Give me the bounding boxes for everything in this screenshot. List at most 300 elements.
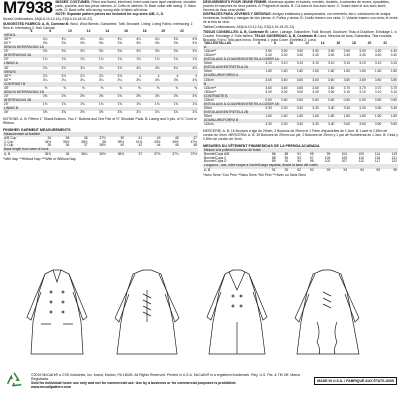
measurement-label: C Cup xyxy=(4,139,14,144)
measurement-value: 122 xyxy=(391,159,397,164)
section-title: VIEW B xyxy=(4,69,16,74)
yardage-value: 1¾ xyxy=(80,102,85,107)
measurement-value: 44 xyxy=(156,143,161,148)
measurement-value: 35⅞ xyxy=(44,151,52,156)
yardage-value: 3.40 xyxy=(374,52,382,57)
size-header-cell: 10 xyxy=(68,29,72,33)
measurement-value: 37½ xyxy=(99,135,106,140)
footer-text xyxy=(31,373,308,390)
yardage-value: 3.10 xyxy=(343,89,351,94)
yardage-value: 3.40 xyxy=(265,52,272,57)
measurement-value: 48 xyxy=(193,143,197,148)
header-en xyxy=(3,0,198,16)
fabric-width: 45" xyxy=(4,65,9,70)
yardage-value: 3.70 xyxy=(359,85,366,90)
measurement-value: 94 xyxy=(297,159,301,164)
description-fr xyxy=(203,0,398,12)
yardage-value: 3⅜ xyxy=(136,77,141,82)
fabric-width: 115cm xyxy=(204,97,214,102)
yardage-value: 3⅝ xyxy=(136,40,141,45)
yardage-value: 3⅝ xyxy=(136,93,141,98)
measurement-value: 93 xyxy=(326,167,331,172)
yardage-value: 3⅝ xyxy=(80,110,85,115)
fabric-width: 20" xyxy=(4,49,9,54)
finished-table-fr xyxy=(203,148,398,172)
yardage-value: 3⅜ xyxy=(173,49,179,54)
note-en: NOTE: Separate pattern pieces are included for cup sizes A/B, C, D. xyxy=(55,12,165,16)
yardage-value: 3⅝ xyxy=(61,110,67,115)
size-header-cell: 14 xyxy=(105,29,110,33)
yardage-value: 1.60 xyxy=(390,69,397,74)
french-spanish-column xyxy=(203,0,398,177)
yardage-value: 3⅞ xyxy=(117,73,123,78)
measurement-value: 93 xyxy=(309,167,314,172)
yardage-value: 1¾ xyxy=(117,102,123,107)
yardage-value: 3.30 xyxy=(281,105,288,110)
yardage-value: 1¾ xyxy=(173,102,179,107)
yardage-row xyxy=(203,123,398,127)
size-header-cell: 18 xyxy=(142,29,147,33)
yardage-value: 3.10 xyxy=(343,61,351,66)
measurement-value: 89 xyxy=(271,159,276,164)
yardage-value: 3.30 xyxy=(359,105,366,110)
yardage-value: 3.90 xyxy=(359,49,366,54)
yardage-value: 4 xyxy=(157,73,160,78)
measurement-value: 95 xyxy=(393,167,397,172)
yardage-value: 3.90 xyxy=(296,49,304,54)
measurement-value: 86 xyxy=(271,151,276,156)
recycle-icon xyxy=(3,370,25,392)
section-title: INTERFACING 2B xyxy=(4,98,32,102)
fabric-width: 45" xyxy=(4,85,9,90)
yardage-value: 3⅞ xyxy=(42,73,48,78)
measurement-title: Back length from base of neck xyxy=(4,147,49,152)
fabric-width: 45"** xyxy=(4,37,12,42)
yardage-value: 1.60 xyxy=(343,114,351,119)
yardage-value: 3.10 xyxy=(327,61,335,66)
section-title: B xyxy=(204,81,207,86)
yardage-value: 3⅞ xyxy=(136,110,141,115)
measurement-value: 36⅝ xyxy=(117,151,124,156)
yardage-value: 3.70 xyxy=(374,85,382,90)
section-title: CONTRASTE B xyxy=(204,93,228,98)
yardage-value: 3⅞ xyxy=(192,110,197,115)
yardage-value: 3.80 xyxy=(390,77,397,82)
coat-back-ruffle-drawing xyxy=(295,270,359,354)
yardage-value: 3.60 xyxy=(312,85,319,90)
measurement-value: 36½ xyxy=(99,151,106,156)
yardage-value: 1.60 xyxy=(296,69,304,74)
yardage-value: ⅝ xyxy=(194,85,197,90)
yardage-value: 3.60 xyxy=(343,122,351,127)
fabric-width: 45" xyxy=(4,110,9,115)
measurement-value: 39½ xyxy=(117,139,124,144)
measurement-value: 107 xyxy=(341,159,348,164)
section-title: LINING A xyxy=(4,61,18,66)
nap-note-en: *With Nap **Without Nap ***With or Without Nap xyxy=(3,157,76,162)
fabric-width: 50cm xyxy=(204,61,213,66)
section-title: ENTOILAGE/ENTRETELA 2B xyxy=(204,110,248,114)
measurement-title: Measurement at bustline xyxy=(4,131,41,136)
yardage-value: ⅝ xyxy=(138,85,141,90)
yardage-value: 3.30 xyxy=(327,105,335,110)
measurement-value: 94 xyxy=(360,167,364,172)
section-title: ENTOILAGE À COUDRE/ENTRETELA COSER 1B xyxy=(204,101,279,106)
coat-back-drawing xyxy=(115,270,179,354)
yardage-value: 4¼ xyxy=(154,37,160,42)
title-en: MISSES' COSTUMES: xyxy=(55,0,91,4)
yardage-value: 3⅝ xyxy=(154,93,160,98)
measurement-value: 43 xyxy=(156,135,161,140)
yardage-value: ⅝ xyxy=(63,85,67,90)
yardage-value: 3⅝ xyxy=(154,40,160,45)
yardage-value: 3.30 xyxy=(327,122,335,127)
yardage-value: 3¼ xyxy=(117,77,123,82)
yardage-value: 3.90 xyxy=(327,49,335,54)
desc-es: Abrigos entallados y acampanados, con entretela, forro, variaciones de solapa, hombreras, bolsillos y mangas de dos piezas. A: Puños y cintas. B: Cuello trasero con cinta. C: Volante trasero con cinta; el revés de la tela se verá. xyxy=(203,12,398,24)
measurement-value: 36¼ xyxy=(81,151,88,156)
measurement-value: 92 xyxy=(284,167,289,172)
measurement-value: 121 xyxy=(391,155,397,160)
yardage-value: 4 xyxy=(195,73,197,78)
yardage-value: 3⅝ xyxy=(80,40,85,45)
size-header-cell: 16 xyxy=(124,29,128,33)
measurement-value: 43½ xyxy=(154,139,161,144)
yardage-value: 4¼ xyxy=(42,37,48,42)
yardage-value: ⅝ xyxy=(119,85,123,90)
yardage-value: ⅝ xyxy=(175,85,179,90)
fabric-width: 45"** xyxy=(4,73,12,78)
measurement-value: 36 xyxy=(83,135,88,140)
yardage-value: 3⅝ xyxy=(117,110,123,115)
copyright: ©2019 McCall's® a CSS Industries, Inc. brand, Easton, PA 18045. All Rights Reserved. Printed in U.S.A. McCall's® is a registered trademark. Reg. U.S. Pat. & TM Off. Marca Registrada. xyxy=(31,372,300,381)
yardage-value: 3.60 xyxy=(312,77,319,82)
measurement-value: 40 xyxy=(120,143,124,148)
title-es: DISFRACES PARA JÓVENES Y SEÑORAS: xyxy=(203,12,272,16)
yardage-value: 1¾ xyxy=(154,57,160,62)
fabric-width: 60"** xyxy=(4,77,12,82)
yardage-value: 3.40 xyxy=(390,52,397,57)
fabrics-text-es: Lana, Mezclas de lana, Gabardina, Tela cruzada, Brocado. Forro: Tela para forros. Entretela 1: para Coser. Entretela 2: Lona. xyxy=(203,34,393,42)
finished-table-en xyxy=(3,132,198,156)
website-link[interactable]: www.mccallpattern.com xyxy=(31,385,71,390)
measurement-value: 37⅛ xyxy=(154,151,161,156)
measurement-value: 97 xyxy=(309,155,314,160)
measurement-value: 88 xyxy=(271,155,276,160)
yardage-value: 3⅜ xyxy=(80,49,85,54)
yardage-value: 3⅝ xyxy=(80,93,85,98)
yardage-value: 4.30 xyxy=(374,49,382,54)
measurement-value: 37½ xyxy=(190,151,197,156)
size-header-cell: 12 xyxy=(305,41,309,45)
yardage-value: 4⅛ xyxy=(136,65,141,70)
fabrics-text-fr: Laine, Lainage, Gabardine, Twill, Brocart. Doublure: Tissu à Doublure. Entoilage 1: à Coudre. Entoilage 2: Toile tailleur. xyxy=(203,30,397,38)
fabric-width: 50cm xyxy=(204,69,213,74)
yardage-value: 3⅜ xyxy=(154,49,160,54)
size-header-cell: 8 xyxy=(273,41,276,45)
yardage-table-fr xyxy=(203,42,398,127)
section-title: ENTOILAGE À COUDRE/ENTRETELA COSER 1A xyxy=(204,57,279,62)
title-fr: DÉGUISEMENTS POUR JEUNE FEMME: xyxy=(203,0,268,4)
yardage-value: 3⅜ xyxy=(136,49,141,54)
section-title: DOUBLURE/FORRO B xyxy=(204,118,239,123)
measurement-label: A, B xyxy=(204,167,211,172)
fabric-width: 60"** xyxy=(4,40,12,45)
coat-front-variant-drawing xyxy=(207,270,267,354)
measurement-value: 41 xyxy=(138,135,143,140)
yardage-value: 3.30 xyxy=(296,105,304,110)
yardage-value: 1¾ xyxy=(42,57,48,62)
measurement-value: 35½ xyxy=(62,139,70,144)
yardage-value: 3.40 xyxy=(281,52,288,57)
measurement-value: 37 xyxy=(83,143,88,148)
measurement-value: 42 xyxy=(138,143,143,148)
size-header-cell: 20 xyxy=(367,41,372,45)
yardage-value: 3.00 xyxy=(296,89,304,94)
section-title: VIEW A xyxy=(4,33,16,38)
yardage-value: 4⅛ xyxy=(173,65,179,70)
yardage-value: 3.60 xyxy=(327,77,335,82)
measurement-value: 90 xyxy=(284,155,289,160)
size-header-cell: 18 xyxy=(352,41,356,45)
size-header-cell: 12 xyxy=(86,29,91,33)
yardage-value: 3.30 xyxy=(265,105,272,110)
yardage-value: 1¾ xyxy=(61,57,67,62)
yardage-value: 3.60 xyxy=(281,85,288,90)
yardage-value: 3.40 xyxy=(359,52,366,57)
yardage-value: 3⅞ xyxy=(98,73,104,78)
measurement-value: 35 xyxy=(65,135,70,140)
measurement-label: Bonnet/Copa A/B xyxy=(204,151,230,156)
yardage-value: 3.60 xyxy=(265,77,272,82)
yardage-value: 3⅜ xyxy=(98,49,104,54)
yardage-value: 3¼ xyxy=(42,77,48,82)
sizes-line-en: Sizes/Combinations: A5(6-8-10-12-14), E5(14-16-18-20-22) xyxy=(3,17,93,21)
yardage-value: 3.10 xyxy=(296,61,304,66)
yardage-value: 3⅝ xyxy=(192,93,197,98)
yardage-value: 3⅞ xyxy=(80,65,85,70)
measurement-value: 98 xyxy=(309,159,314,164)
yardage-value: 3.40 xyxy=(343,52,351,57)
yardage-value: 3⅜ xyxy=(192,77,197,82)
yardage-value: 1.60 xyxy=(359,114,366,119)
yardage-value: 3⅞ xyxy=(117,65,123,70)
yardage-value: 3.40 xyxy=(296,52,304,57)
measurement-value: 117 xyxy=(374,159,381,164)
desc-fr: Manteaux ajustés et évasés, entoilés, doublés, à variantes de revers, épaulettes, poches et manches en deux parties. A: Poignets et lacets. B: Col dans le dos avec lacet. C: Volant dans le dos avec lacet; l'envers du tissu sera visible. xyxy=(203,0,390,12)
yardage-value: 3.40 xyxy=(312,52,319,57)
section-title: CONTRAST B xyxy=(4,81,26,86)
measurement-value: 39 xyxy=(120,135,124,140)
measurement-value: 36½ xyxy=(81,139,88,144)
yardage-value: 3.10 xyxy=(390,89,397,94)
fabrics-title-es: TELAS SUGERIDAS: A, B, Contraste B: xyxy=(254,34,318,38)
fabrics-text-en: Wool, Wool Blends, Gabardine, Twill, Brocade. Lining: Lining Fabric. Interfacing 1: Sew-in. Interfacing 2: Hair Canvas. xyxy=(3,22,194,30)
fabrics-title-fr: TISSUS CONSEILLÉS: A, B, Contraste B: xyxy=(203,30,269,34)
measurement-value: 116 xyxy=(374,155,381,160)
yardage-value: 3.90 xyxy=(281,49,288,54)
fabric-width: 115cm xyxy=(204,122,214,127)
yardage-value: 1.60 xyxy=(359,69,366,74)
finished-title-en: FINISHED GARMENT MEASUREMENTS xyxy=(3,128,71,133)
yardage-value: 3.10 xyxy=(359,89,366,94)
section-title: DOUBLURE/FORRO A xyxy=(204,73,239,78)
yardage-value: 1¾ xyxy=(136,102,141,107)
yardage-value: 4¼ xyxy=(136,37,141,42)
description-es xyxy=(203,12,398,24)
yardage-value: 1.60 xyxy=(265,69,272,74)
fabric-width: 115cm** xyxy=(204,49,217,54)
yardage-value: 0.60 xyxy=(281,97,288,102)
measurement-value: 92 xyxy=(297,167,301,172)
fabrics-title-en: SUGGESTED FABRICS: A, B, Contrast B: xyxy=(3,22,70,26)
yardage-value: 3.00 xyxy=(327,89,335,94)
yardage-value: 3⅜ xyxy=(192,49,197,54)
measurement-label: Bonnet/Copa C xyxy=(204,155,227,160)
size-header-label: TAILLES/TALLAS xyxy=(204,41,232,45)
yardage-value: 3⅝ xyxy=(42,40,48,45)
measurement-value: 100 xyxy=(324,155,331,160)
measurement-row xyxy=(3,153,198,157)
yardage-row xyxy=(3,111,198,115)
yardage-value: 3.30 xyxy=(312,122,319,127)
yardage-value: 3⅞ xyxy=(80,73,85,78)
size-header-cell: 22 xyxy=(180,29,184,33)
yardage-value: 3⅝ xyxy=(98,40,104,45)
measurement-value: 41½ xyxy=(135,139,143,144)
yardage-value: 3⅞ xyxy=(154,110,160,115)
measurement-title: Mesure à la poitrine/Contorno de busto xyxy=(204,147,261,152)
yardage-value: 4 xyxy=(138,73,141,78)
fabric-width: 50cm xyxy=(204,114,213,119)
yardage-value: 3.60 xyxy=(281,77,288,82)
yardage-value: 3.10 xyxy=(281,61,288,66)
measurement-value: 91 xyxy=(297,151,301,156)
yardage-value: 4¼ xyxy=(80,37,85,42)
measurement-value: 114 xyxy=(374,151,381,156)
yardage-value: 3⅝ xyxy=(192,40,197,45)
yardage-value: 3¼ xyxy=(61,77,67,82)
measurement-value: 95 xyxy=(309,151,314,156)
yardage-value: 3.10 xyxy=(390,61,397,66)
measurement-value: 38½ xyxy=(99,143,106,148)
yardage-value: 3.10 xyxy=(312,61,319,66)
measurement-label: A/B Cup xyxy=(4,135,17,140)
yardage-value: 1.60 xyxy=(374,114,382,119)
yardage-value: 3.60 xyxy=(265,85,272,90)
finished-title-fr: MESURES DU VÊTEMENT FINI/MEDIDAS DE LA PRENDA ACABADA xyxy=(203,144,320,149)
yardage-value: 3⅞ xyxy=(61,73,67,78)
yardage-value: 4⅝ xyxy=(192,37,197,42)
yardage-value: 3.10 xyxy=(359,61,366,66)
usage-notice: Sold for individual home use only and not for commercial use. Use by a business or for commercial purposes is prohibited. xyxy=(31,381,237,385)
yardage-value: 1¾ xyxy=(192,102,197,107)
yardage-value: 1.60 xyxy=(343,69,351,74)
measurement-value: 119 xyxy=(391,151,397,156)
yardage-value: 1¾ xyxy=(154,102,160,107)
yardage-value: 3.60 xyxy=(296,85,304,90)
yardage-value: 3.40 xyxy=(327,52,335,57)
yardage-value: 0.60 xyxy=(343,97,351,102)
fabric-width: 20" xyxy=(4,57,9,62)
yardage-value: 1.60 xyxy=(312,114,319,119)
fabric-width: 20" xyxy=(4,102,9,107)
yardage-value: 3⅝ xyxy=(42,93,48,98)
yardage-value: 1¾ xyxy=(136,57,141,62)
measurement-value: 34 xyxy=(47,135,52,140)
footer xyxy=(3,364,397,398)
pattern-number: M7938 xyxy=(3,0,53,17)
yardage-value: 1.60 xyxy=(281,114,288,119)
yardage-value: 3.10 xyxy=(374,61,382,66)
yardage-value: 1.60 xyxy=(374,69,382,74)
yardage-value: 3.70 xyxy=(343,85,351,90)
measurement-value: 36 xyxy=(65,151,70,156)
yardage-value: 3.90 xyxy=(343,49,351,54)
yardage-value: 0.60 xyxy=(312,97,319,102)
description-en xyxy=(55,0,198,16)
measurement-value: 45 xyxy=(174,135,179,140)
coat-front-drawing xyxy=(27,270,87,354)
yardage-value: 3⅜ xyxy=(154,77,160,82)
measurement-value: 93 xyxy=(297,155,301,160)
fabric-width: 115cm** xyxy=(204,85,217,90)
yardage-table-en xyxy=(3,30,198,115)
measurement-value: 45½ xyxy=(172,139,179,144)
yardage-value: 1.60 xyxy=(281,69,288,74)
measurement-value: 89 xyxy=(284,151,289,156)
yardage-value: 3.30 xyxy=(265,122,272,127)
yardage-value: 3⅝ xyxy=(42,110,48,115)
yardage-value: 4⅝ xyxy=(173,37,179,42)
sizes-line-fr: Tailles/Combinaisons: A5(6-8-10-12-14), E5(14-16-18-20-22) xyxy=(203,25,295,29)
yardage-value: 3.70 xyxy=(390,85,397,90)
yardage-value: 3.60 xyxy=(359,122,366,127)
yardage-value: 3.10 xyxy=(265,61,272,66)
yardage-value: 3.30 xyxy=(312,105,319,110)
yardage-value: 3.30 xyxy=(281,122,288,127)
section-title: LINING B xyxy=(4,106,19,111)
size-header-cell: 20 xyxy=(161,29,166,33)
size-header-cell: 10 xyxy=(289,41,294,45)
yardage-value: 3.90 xyxy=(265,49,272,54)
measurement-value: 47 xyxy=(193,135,197,140)
fabric-width: 20" xyxy=(4,93,9,98)
measurement-value: 102 xyxy=(324,159,331,164)
measurement-value: 34½ xyxy=(44,139,52,144)
yardage-value: ⅝ xyxy=(81,85,85,90)
yardage-value: 3⅜ xyxy=(117,49,123,54)
fabric-width: 115cm xyxy=(204,77,214,82)
yardage-value: 3⅝ xyxy=(61,40,67,45)
yardage-value: 1.60 xyxy=(296,114,304,119)
yardage-value: 3⅝ xyxy=(98,93,104,98)
yardage-value: 1¾ xyxy=(98,57,104,62)
desc-en: Fitted and flared, interlined, lined coats have lapel variations, shoulder pads, pockets, and two-piece sleeves. A: Cuffs on sleeves. B: Back collar with lacing. C: Back cuffs. D: Back ruffle with lacing; wrong side of fabric will show. xyxy=(55,0,197,12)
yardage-value: 3.60 xyxy=(296,77,304,82)
yardage-value: 3¼ xyxy=(98,77,104,82)
yardage-value: 4¼ xyxy=(117,37,123,42)
yardage-value: 3.90 xyxy=(312,49,319,54)
yardage-value: 3¼ xyxy=(80,77,85,82)
measurement-row xyxy=(203,169,398,173)
yardage-value: 3.80 xyxy=(359,77,366,82)
yardage-value: 3⅞ xyxy=(61,65,67,70)
yardage-value: 4⅛ xyxy=(192,65,197,70)
yardage-value: 3⅞ xyxy=(173,110,179,115)
yardage-value: ⅝ xyxy=(156,85,160,90)
yardage-value: 0.60 xyxy=(359,97,366,102)
